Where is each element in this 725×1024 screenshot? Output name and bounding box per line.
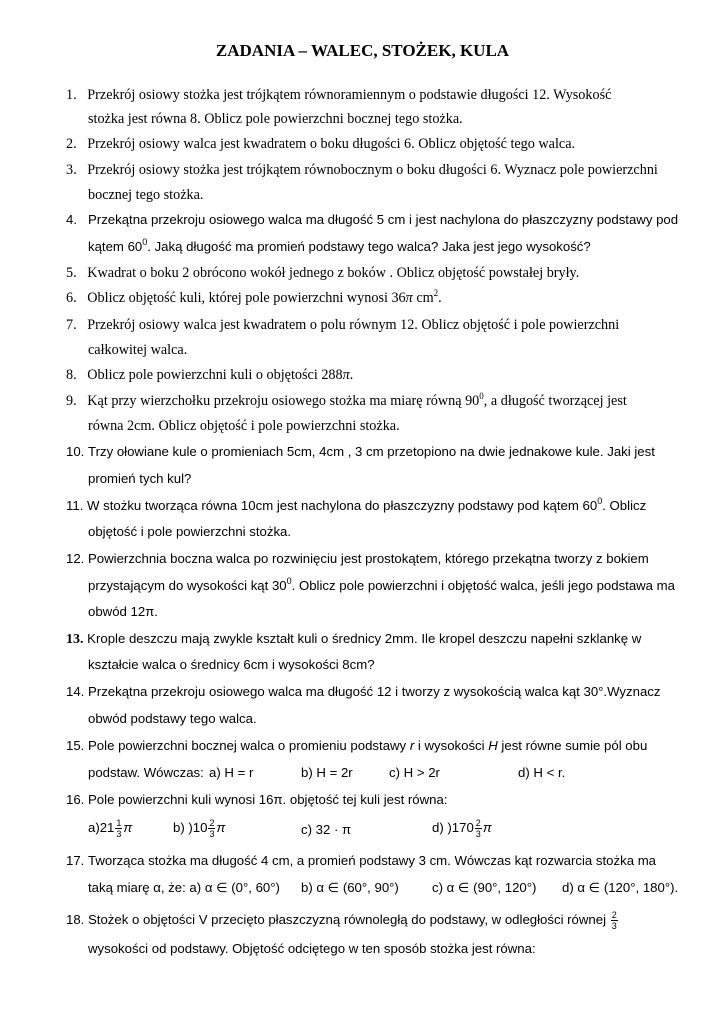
task-text: Powierzchnia boczna walca po rozwinięciu jest prostokątem, którego przekątna tworzy z bokiem (88, 551, 649, 566)
task-number: 13. (66, 632, 84, 647)
task-12-line-2: przystającym do wysokości kąt $30^0$. Oblicz pole powierzchni i objętość walca, jeśli jego podstawa ma (88, 576, 675, 593)
fraction: $\frac{1}{3}$ (116, 818, 122, 839)
task-17-option-d: d) α ∈ (120°, 180°). (562, 880, 679, 895)
task-1-line-2: stożka jest równa 8. Oblicz pole powierzchni bocznej tego stożka. (88, 111, 463, 127)
task-5-line-1 (66, 265, 579, 282)
task-17-line-1 (66, 853, 656, 868)
task-number: 2. (66, 136, 77, 152)
task-text: Przekrój osiowy walca jest kwadratem o boku długości 6. Oblicz objętość tego walca. (87, 136, 576, 152)
task-11-line-1: 11. W stożku tworząca równa 10cm jest nachylona do płaszczyzny podstawy pod kątem $60^0$. Oblicz (66, 496, 647, 513)
task-text: Kwadrat o boku 2 obrócono wokół jednego z boków . Oblicz objętość powstałej bryły. (87, 265, 580, 281)
task-16-option-b: b) )10 $\frac{2}{3}$ π (173, 818, 226, 839)
task-14-line-1 (66, 684, 660, 699)
fraction: $\frac{2}{3}$ (475, 818, 481, 839)
task-16-line-1 (66, 792, 447, 807)
task-14-line-2: obwód podstawy tego walca. (88, 711, 257, 726)
task-number: 12. (66, 551, 85, 566)
task-text: Pole powierzchni kuli wynosi 16π. objętość tej kuli jest równa: (84, 792, 448, 807)
task-number: 17. (66, 853, 85, 868)
task-15-option-c: c) H > 2r (389, 765, 440, 780)
task-9-line-1: 9. Kąt przy wierzchołku przekroju osiowego stożka ma miarę równą $90^0$, a długość tworzącej jest (66, 391, 627, 409)
task-9-line-2: równa 2cm. Oblicz objętość i pole powierzchni stożka. (88, 418, 400, 434)
task-text: Przekątna przekroju osiowego walca ma długość 12 i tworzy z wysokością walca kąt 30°.Wyznacz (84, 684, 661, 699)
task-number: 10. (66, 444, 85, 459)
task-number: 7. (66, 317, 77, 333)
task-17-option-c: c) α ∈ (90°, 120°) (432, 880, 537, 895)
task-number: 3. (66, 162, 77, 178)
task-15-line-2: podstaw. Wówczas: (88, 765, 204, 780)
task-number: 14. (66, 684, 85, 699)
task-7-line-1 (66, 317, 619, 334)
task-number: 16. (66, 792, 85, 807)
task-6-line-1: 6. Oblicz objętość kuli, której pole powierzchni wynosi 36π $cm^2$. (66, 288, 442, 306)
task-number: 4. (66, 212, 77, 227)
task-text: Stożek o objętości V przecięto płaszczyzną równoległą do podstawy, w odległości równej (84, 911, 607, 927)
task-15-line-1: 15. Pole powierzchni bocznej walca o promieniu podstawy r i wysokości H jest równe sumie pól obu (66, 738, 648, 753)
task-number: 15. (66, 738, 85, 753)
task-13-line-2: kształcie walca o średnicy 6cm i wysokości 8cm? (88, 657, 375, 672)
task-2-line-1 (66, 136, 575, 153)
page-title: ZADANIA – WALEC, STOŻEK, KULA (215, 41, 510, 60)
task-number: 11. (66, 498, 84, 513)
fraction: $\frac{2}{3}$ (209, 818, 215, 839)
task-number: 8. (66, 367, 77, 383)
task-16-option-a: a)21 $\frac{1}{3}$ π (88, 818, 133, 839)
fraction: $\frac{2}{3}$ (611, 910, 617, 931)
task-12-line-3: obwód 12π. (88, 604, 158, 619)
task-text: Przekrój osiowy stożka jest trójkątem równobocznym o boku długości 6. Wyznacz pole powierzchni (87, 162, 658, 178)
task-4-line-2: kątem $60^0$. Jaką długość ma promień podstawy tego walca? Jaka jest jego wysokość? (88, 237, 591, 254)
task-number: 18. (66, 911, 85, 927)
task-10-line-2: promień tych kul? (88, 471, 192, 486)
task-text: Przekrój osiowy stożka jest trójkątem równoramiennym o podstawie długości 12. Wysokość (87, 87, 612, 103)
task-12-line-1 (66, 551, 649, 566)
task-15-option-b: b) H = 2r (301, 765, 353, 780)
task-15-option-a: a) H = r (209, 765, 254, 780)
task-8-line-1: 8. Oblicz pole powierzchni kuli o objętości 288π. (66, 367, 354, 383)
task-4-line-1 (66, 212, 678, 227)
task-11-line-2: objętość i pole powierzchni stożka. (88, 524, 292, 539)
task-16-option-d: d) )170 $\frac{2}{3}$ π (432, 818, 492, 839)
task-number: 6. (66, 290, 77, 306)
task-17-option-b: b) α ∈ (60°, 90°) (301, 880, 399, 895)
task-3-line-2: bocznej tego stożka. (88, 187, 204, 203)
task-18-line-1 (66, 910, 619, 931)
task-3-line-1 (66, 162, 658, 179)
task-number: 9. (66, 393, 77, 409)
task-text: Krople deszczu mają zwykle kształt kuli o średnicy 2mm. Ile kropel deszczu napełni szklankę w (87, 631, 642, 646)
task-1-line-1 (66, 87, 611, 104)
task-10-line-1 (66, 444, 655, 459)
task-18-line-2: wysokości od podstawy. Objętość odciętego w ten sposób stożka jest równa: (88, 941, 536, 956)
task-number: 5. (66, 265, 77, 281)
task-text: Trzy ołowiane kule o promieniach 5cm, 4cm , 3 cm przetopiono na dwie jednakowe kule. Jaki jest (88, 444, 655, 459)
task-7-line-2: całkowitej walca. (88, 342, 188, 358)
task-number: 1. (66, 87, 77, 103)
task-13-line-1 (66, 631, 641, 648)
task-text: Tworząca stożka ma długość 4 cm, a promień podstawy 3 cm. Wówczas kąt rozwarcia stożka ma (88, 853, 657, 868)
task-15-option-d: d) H < r. (518, 765, 566, 780)
task-16-option-c: c) 32 · π (301, 822, 352, 837)
task-text: Przekrój osiowy walca jest kwadratem o polu równym 12. Oblicz objętość i pole powierzchni (87, 317, 620, 333)
task-17-line-2: taką miarę α, że: a) α ∈ (0°, 60°) (88, 880, 280, 895)
task-text: Przekątna przekroju osiowego walca ma długość 5 cm i jest nachylona do płaszczyzny podstawy pod (88, 212, 679, 227)
